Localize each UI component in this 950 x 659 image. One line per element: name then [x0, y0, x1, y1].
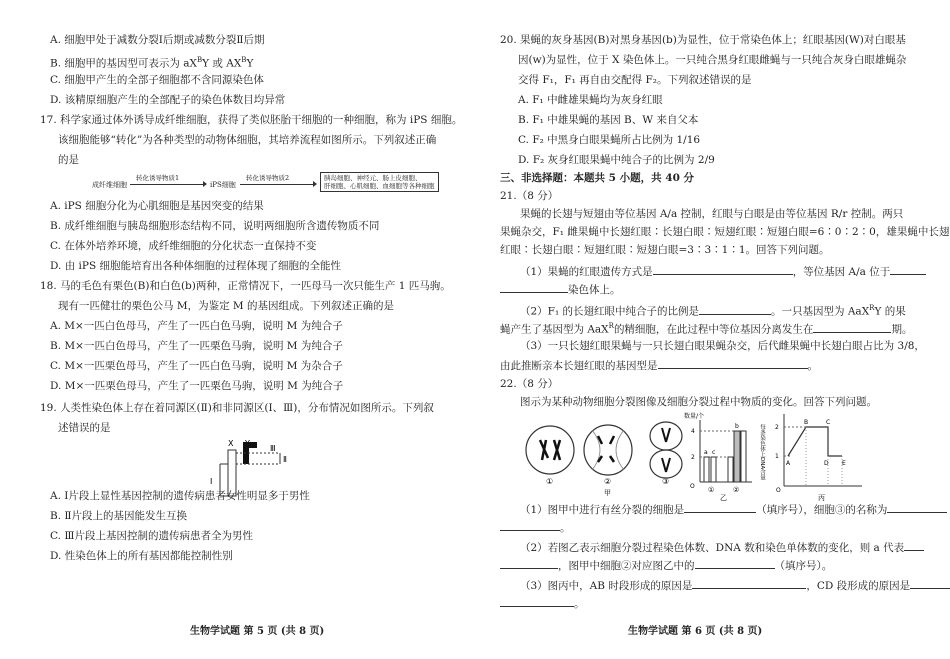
- q16-b-text: B. 细胞甲的基因型可表示为 aX: [50, 57, 197, 70]
- q22-intro: 图示为某种动物细胞分裂图像及细胞分裂过程中物质的变化。回答下列问题。: [520, 396, 877, 408]
- q21-sub2-text-d: 蝇产生了基因型为 AaX: [500, 323, 609, 336]
- flow-end-box: [320, 172, 439, 192]
- q19-stem-line1: 19. 人类性染色体上存在着同源区(Ⅱ)和非同源区(Ⅰ、Ⅲ)，分布情况如图所示。下列叙: [40, 402, 434, 414]
- yi-group-2: ②: [733, 486, 740, 494]
- q21-sub1-text-a: （1）果蝇的红眼遗传方式是: [520, 266, 653, 278]
- q21-blank-6[interactable]: [658, 358, 808, 369]
- cell-3-label: ③: [662, 477, 670, 486]
- q22-figure-jia: [520, 418, 690, 498]
- q21-sub2-row2: [500, 320, 912, 337]
- q21-sub3-text-b: 由此推断亲本长翅红眼的基因型是: [500, 360, 658, 372]
- q22-sub1-row: [520, 502, 947, 517]
- q20-option-d: D. F₂ 灰身红眼果蝇中纯合子的比例为 2/9: [518, 154, 715, 166]
- q22-sub3-text-c: 。: [574, 598, 585, 610]
- left-page: [40, 0, 463, 659]
- q22-blank-7[interactable]: [692, 578, 806, 589]
- q22-sub2-row2: [500, 558, 832, 573]
- q17-option-c: C. 在体外培养环境，成纤维细胞的分化状态一直保持不变: [50, 240, 317, 252]
- q21-sub1-text-c: 染色体上。: [568, 284, 621, 296]
- q22-sub1-row2: [500, 520, 571, 535]
- q20-option-a: A. F₁ 中雌雄果蝇均为灰身红眼: [518, 94, 663, 106]
- fig-jia-caption: 甲: [604, 489, 611, 497]
- cell-2-label: ②: [604, 477, 612, 486]
- q20-option-c: C. F₂ 中黑身白眼果蝇所占比例为 1/16: [518, 134, 701, 146]
- q20-stem-line3: 交得 F₁，F₁ 再自由交配得 F₂。下列叙述错误的是: [518, 74, 752, 86]
- q21-blank-2[interactable]: [890, 264, 926, 275]
- bing-point-b: B: [804, 419, 809, 426]
- cell-1: [526, 426, 574, 474]
- bing-origin: O: [776, 487, 781, 494]
- flow-step2: 转化诱导物质2: [246, 174, 290, 182]
- bing-point-a: A: [786, 460, 791, 467]
- right-page: [500, 0, 950, 659]
- q21-heading: 21.（8 分）: [500, 190, 559, 202]
- flow-end-line1: 胰岛细胞、神经元、肠上皮细胞、: [324, 174, 422, 182]
- q21-blank-3[interactable]: [500, 282, 568, 293]
- bing-ylabel: 每条染色体上DNA含量: [759, 424, 765, 481]
- q18-stem-line2: 现有一匹健壮的栗色公马 M，为鉴定 M 的基因组成。下列叙述正确的是: [58, 300, 395, 312]
- yi-bar-2c: [741, 431, 746, 482]
- q22-sub1-text-b: （填序号），细胞③的名称为: [756, 504, 888, 516]
- q22-sub3-row: [520, 578, 950, 593]
- q21-sub1-row: [520, 264, 926, 279]
- q22-figure-bing: [759, 404, 872, 504]
- q17-option-b: B. 成纤维细胞与胰岛细胞形态结构不同，说明两细胞所含遗传物质不同: [50, 220, 380, 232]
- q19-option-a: A. Ⅰ片段上显性基因控制的遗传病患者女性明显多于男性: [50, 490, 310, 502]
- yi-group-1: ①: [708, 486, 715, 494]
- q17-flow-diagram: [92, 172, 452, 196]
- fig-bing-caption: 丙: [818, 494, 825, 502]
- q22-blank-6[interactable]: [695, 558, 775, 569]
- left-footer: 生物学试题 第 5 页 (共 8 页): [190, 626, 325, 637]
- q20-option-b: B. F₁ 中雄果蝇的基因 B、W 来自父本: [518, 114, 699, 126]
- q21-sub3-row: （3）一只长翅红眼果蝇与一只长翅白眼果蝇杂交，后代雌果蝇中长翅白眼占比为 3/8，: [520, 340, 925, 352]
- q22-sub2-text-b: ，图甲中细胞②对应图乙中的: [558, 560, 695, 572]
- q20-stem-line1: 20. 果蝇的灰身基因(B)对黑身基因(b)为显性，位于常染色体上；红眼基因(W)对白眼基: [500, 34, 906, 46]
- q21-sub1-row2: [500, 282, 621, 297]
- q22-blank-2[interactable]: [887, 502, 947, 513]
- q17-option-a: A. iPS 细胞分化为心肌细胞是基因突变的结果: [50, 200, 264, 212]
- yi-bar-1c: [711, 457, 716, 482]
- flow-mid: iPS细胞: [210, 181, 236, 189]
- q21-blank-5[interactable]: [813, 322, 891, 333]
- q16-option-b: [50, 54, 253, 71]
- bing-point-e: E: [842, 460, 846, 467]
- cell-1-label: ①: [546, 477, 554, 486]
- q21-sup-r1: R: [869, 304, 875, 312]
- right-footer: 生物学试题 第 6 页 (共 8 页): [628, 626, 763, 637]
- yi-bar-2a: [728, 457, 733, 482]
- q16-option-a: A. 细胞甲处于减数分裂Ⅰ后期或减数分裂Ⅱ后期: [50, 34, 265, 46]
- q22-sub3-text-a: （3）图丙中，AB 时段形成的原因是: [520, 580, 693, 592]
- q20-stem-line2: 因(w)为显性，位于 X 染色体上。一只纯合黑身红眼雌蝇与一只纯合灰身白眼雄蝇杂: [518, 54, 907, 66]
- q16-option-c: C. 细胞甲产生的全部子细胞都不含同源染色体: [50, 74, 264, 86]
- q21-sub2-text-f: 期。: [891, 323, 913, 336]
- q18-option-c: C. M×一匹栗色母马，产生了一匹白色马驹，说明 M 为杂合子: [50, 360, 343, 372]
- q21-sub1-text-b: ，等位基因 A/a 位于: [792, 266, 891, 278]
- flow-start: 成纤维细胞: [92, 181, 127, 189]
- yi-tick-4: 4: [691, 428, 695, 435]
- q22-blank-3[interactable]: [500, 520, 560, 531]
- fig-region-3: Ⅲ: [270, 444, 276, 453]
- flow-end-line2: 肝细胞、心肌细胞、血细胞等各种细胞: [324, 182, 435, 190]
- q18-option-b: B. M×一匹白色母马，产生了一匹栗色马驹，说明 M 为纯合子: [50, 340, 343, 352]
- q22-blank-5[interactable]: [500, 558, 558, 569]
- fig-region-1: Ⅰ: [210, 477, 213, 486]
- cell-3-bottom: [650, 450, 682, 478]
- q21-sup-r2: R: [608, 322, 614, 330]
- flow-arrow-1: [130, 184, 204, 185]
- yi-tick-2: 2: [691, 454, 695, 461]
- cell-2: [584, 425, 632, 475]
- q22-sub2-text-a: （2）若图乙表示细胞分裂过程染色体数、DNA 数和染色单体数的变化，则 a 代表: [520, 542, 905, 554]
- yi-bar-2b: [734, 431, 740, 482]
- bing-tick-2: 2: [775, 424, 779, 431]
- flow-arrow-2: [240, 184, 314, 185]
- q18-option-d: D. M×一匹栗色母马，产生了一匹栗色马驹，说明 M 为纯合子: [50, 380, 344, 392]
- q22-figure-yi: [684, 408, 756, 500]
- q22-sub3-text-b: ，CD 段形成的原因是: [806, 580, 911, 592]
- q21-blank-1[interactable]: [653, 264, 793, 275]
- q16-option-d: D. 该精原细胞产生的全部配子的染色体数目均异常: [50, 94, 286, 106]
- yi-bar-1a: [704, 457, 709, 482]
- y-chromosome-arm: [243, 442, 257, 448]
- q19-option-b: B. Ⅱ片段上的基因能发生互换: [50, 510, 188, 522]
- q22-sub2-row: [520, 540, 924, 555]
- q19-stem-line2: 述错误的是: [58, 422, 111, 434]
- q21-sub3-row2: [500, 358, 818, 373]
- q19-option-d: D. 性染色体上的所有基因都能控制性别: [50, 550, 233, 562]
- q19-option-c: C. Ⅲ片段上基因控制的遗传病患者全为男性: [50, 530, 253, 542]
- bing-point-d: D: [824, 460, 829, 467]
- q22-heading: 22.（8 分）: [500, 378, 559, 390]
- q21-line3: 红眼∶长翅白眼∶短翅红眼∶短翅白眼=3∶3∶1∶1。回答下列问题。: [500, 244, 830, 256]
- q21-sub2-row: [520, 302, 906, 319]
- fig-yi-caption: 乙: [720, 494, 727, 502]
- bing-point-c: C: [826, 419, 831, 426]
- q18-stem-line1: 18. 马的毛色有栗色(B)和白色(b)两种，正常情况下，一匹母马一次只能生产 1 匹马驹。: [40, 280, 451, 292]
- q21-sub2-text-a: （2）F₁ 的长翅红眼中纯合子的比例是: [520, 305, 700, 318]
- yi-ylabel: 数量/个: [684, 413, 705, 420]
- q21-line2: 果蝇杂交，F₁ 雌果蝇中长翅红眼∶长翅白眼∶短翅红眼∶短翅白眼=6∶0∶2∶0，雄果蝇中长翅: [500, 226, 950, 238]
- bing-curve: [788, 427, 842, 456]
- fig-x-label: X: [228, 439, 234, 448]
- yi-bar-label-b: b: [735, 423, 739, 430]
- q21-sub2-text-c: Y 的果: [874, 305, 906, 318]
- q22-blank-1[interactable]: [684, 502, 756, 513]
- q17-option-d: D. 由 iPS 细胞能培育出各种体细胞的过程体现了细胞的全能性: [50, 260, 342, 272]
- q21-sub3-text-c: 。: [807, 360, 818, 372]
- q17-stem-line2: 该细胞能够“转化”为各种类型的动物体细胞，其培养流程如图所示。下列叙述正确: [58, 134, 437, 146]
- q16-b-sup2: B: [241, 56, 247, 64]
- q22-sub1-text-a: （1）图甲中进行有丝分裂的细胞是: [520, 504, 685, 516]
- q22-sub1-text-c: 。: [560, 522, 571, 534]
- q21-line1: 果蝇的长翅与短翅由等位基因 A/a 控制，红眼与白眼是由等位基因 R/r 控制。两只: [520, 208, 904, 220]
- yi-origin: O: [690, 483, 695, 490]
- q22-sub2-text-c: （填序号）。: [774, 560, 833, 572]
- q22-blank-8[interactable]: [910, 578, 950, 589]
- q21-sub2-text-b: 。一只基因型为 AaX: [771, 305, 870, 318]
- q18-option-a: A. M×一匹白色母马，产生了一匹白色马驹，说明 M 为纯合子: [50, 320, 343, 332]
- q21-blank-4[interactable]: [699, 304, 771, 315]
- flow-step1: 转化诱导物质1: [136, 174, 180, 182]
- q16-b-sup1: B: [196, 56, 203, 64]
- q16-b-mid: Y 或 AX: [202, 57, 242, 70]
- q17-stem-line1: 17. 科学家通过体外诱导成纤维细胞，获得了类似胚胎干细胞的一种细胞，称为 iPS 细胞。: [40, 114, 463, 126]
- yi-bar-label-a1: a: [704, 449, 708, 456]
- yi-bar-label-c1: c: [712, 449, 716, 456]
- section-3-heading: 三、非选择题：本题共 5 小题，共 40 分: [500, 172, 695, 184]
- fig-region-2: Ⅱ: [283, 455, 287, 464]
- bing-tick-1: 1: [775, 453, 779, 460]
- cell-3-top: [650, 422, 682, 450]
- q21-sub2-text-e: 的精细胞，在此过程中等位基因分离发生在: [613, 323, 814, 336]
- q22-blank-9[interactable]: [500, 596, 574, 607]
- q17-stem-line3: 的是: [58, 154, 79, 166]
- q22-blank-4[interactable]: [904, 540, 924, 551]
- q22-sub3-row2: [500, 596, 585, 611]
- q16-b-end: Y: [246, 57, 254, 70]
